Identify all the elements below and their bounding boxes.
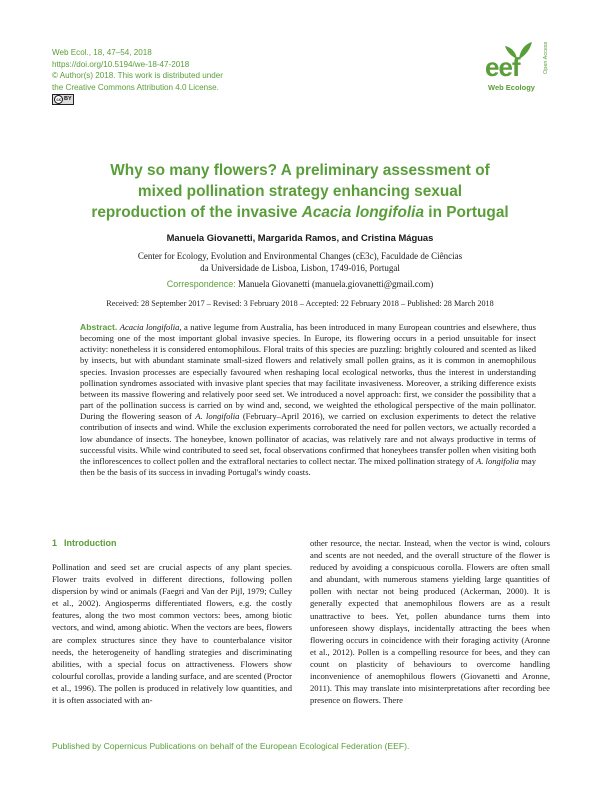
abstract-text-3: may then be the basis of its success in invading Portugal's windy coasts. <box>80 455 536 478</box>
affiliation <box>60 250 540 274</box>
section-number: 1 <box>52 538 58 548</box>
body-column-left: Pollination and seed set are crucial aspects of any plant species. Flower traits evolved in different directions, following pollen dispersion by wind or animals (Faegri and Van der Pijl, 1979; Culley et al., 2002). Angiosperms differentiated flowers, e.g. the costly features, along the two most common vectors: bees, among biotic vectors, and wind, among abiotic. When the vectors are bees, flowers are complex structures since they have to counterbalance visitor needs, the heterogeneity of handling strategies and discriminating abilities, with a special focus on attractiveness. Flowers show colourful corollas, provide a landing surface, and are scented (Proctor et al., 1996). The pollen is produced in relatively low quantities, and it is often associated with an- <box>52 562 292 706</box>
title-line-3-post: in Portugal <box>424 204 509 221</box>
logo-journal-name: Web Ecology <box>488 83 535 92</box>
body-column-right: other resource, the nectar. Instead, when the vector is wind, colours and scents are not needed, and the overall structure of the flower is reduced by avoiding a conspicuous corolla. Flowers are often small and abundant, with numerous stamens yielding large quantities of pollen with nectar not being produced (Ackerman, 2000). It is generally expected that anemophilous flowers are as a result unattractive to bees. Yet, pollen abundance turns them into unforeseen showy displays, incidentally attracting the bees when flowering occurs in coincidence with their foraging activity (Aronne et al., 2012). Pollen is a compelling resource for bees, and they can count on plasticity of behaviours to overcome handling inconvenience of anemophilous flowers (Giovanetti and Aronne, 2011). This may translate into misinterpretations after recording bee presence on flowers. There <box>310 538 550 706</box>
abstract-text-2: (February–April 2016), we carried on exclusion experiments to detect the relative contribution of insects and wind. While the exclusion experiments corroborated the need for pollen vectors, we actually recorded a low abundance of insects. The honeybee, known pollinator of acacias, was relatively rare and not always productive in terms of successful visits. While wind contributed to seed set, focal observations confirmed that honeybees transfer pollen when visiting both the inflorescences to collect pollen and the extrafloral nectaries to collect nectar. The mixed pollination strategy of <box>80 411 536 466</box>
abstract-species-2: A. longifolia <box>195 411 240 422</box>
correspondence <box>60 279 540 289</box>
abstract-text-1: , a native legume from Australia, has been introduced in many European countries and elsewhere, thus becoming one of the most important global invasive species. In Europe, its flowering occurs in a period unsuitable for insect activity: nonetheless it is considered entomophilous. Floral traits of this species are puzzling: brightly coloured and scented as liked by insects, but with abundant staminate small-sized flowers and relatively small pollen grains, as it is common in anemophilous species. Invasion processes are especially favoured when reshaping local ecological networks, thus the interest in understanding pollination syndromes associated with invasive plant species that may facilitate invasiveness. Moreover, a striking difference exists between its massive flowering and relatively poor seed set. We introduced a novel approach: first, we consider the possibility that a part of the pollination success is carried on by wind and, second, we weighted the ethological perspective of the main pollinator. During the flowering season of <box>80 322 537 422</box>
title-line-1: Why so many flowers? A preliminary assessment of <box>110 162 490 179</box>
correspondence-text[interactable]: Manuela Giovanetti (manuela.giovanetti@gmail.com) <box>238 279 434 289</box>
cc-badge-cc: cc <box>56 97 62 102</box>
abstract <box>80 322 536 478</box>
affiliation-line-2: da Universidade de Lisboa, Lisbon, 1749-016, Portugal <box>200 263 400 273</box>
correspondence-label: Correspondence: <box>166 279 236 289</box>
section-title: Introduction <box>64 538 117 548</box>
abstract-species-1: Acacia longifolia <box>119 322 180 332</box>
title-line-2: mixed pollination strategy enhancing sexual <box>137 183 463 200</box>
abstract-species-3: A. longifolia <box>475 455 519 466</box>
cc-by-badge-icon[interactable] <box>52 94 74 105</box>
journal-reference: Web Ecol., 18, 47–54, 2018 <box>52 48 152 57</box>
copyright-line-1: © Author(s) 2018. This work is distributed under <box>52 71 223 81</box>
web-ecology-logo <box>485 40 565 100</box>
publication-dates: Received: 28 September 2017 – Revised: 3 February 2018 – Accepted: 22 February 2018 – Published: 28 March 2018 <box>106 299 494 308</box>
copyright-line-2[interactable]: the Creative Commons Attribution 4.0 License. <box>52 82 219 92</box>
cc-badge-by: BY <box>64 96 72 102</box>
affiliation-line-1: Center for Ecology, Evolution and Environmental Changes (cE3c), Faculdade de Ciências <box>137 251 463 261</box>
publisher-footer: Published by Copernicus Publications on behalf of the European Ecological Federation (EEF). <box>52 741 410 751</box>
abstract-label: Abstract. <box>80 322 118 332</box>
journal-header <box>52 47 282 93</box>
section-heading <box>52 538 124 548</box>
title-species: Acacia longifolia <box>301 204 425 221</box>
author-list: Manuela Giovanetti, Margarida Ramos, and Cristina Máguas <box>166 232 434 243</box>
paper-title <box>60 160 540 223</box>
logo-open-access: Open Access <box>543 41 549 74</box>
doi-link[interactable]: https://doi.org/10.5194/we-18-47-2018 <box>52 59 190 69</box>
logo-mark: eef <box>485 52 520 82</box>
title-line-3-pre: reproduction of the invasive <box>91 204 302 221</box>
